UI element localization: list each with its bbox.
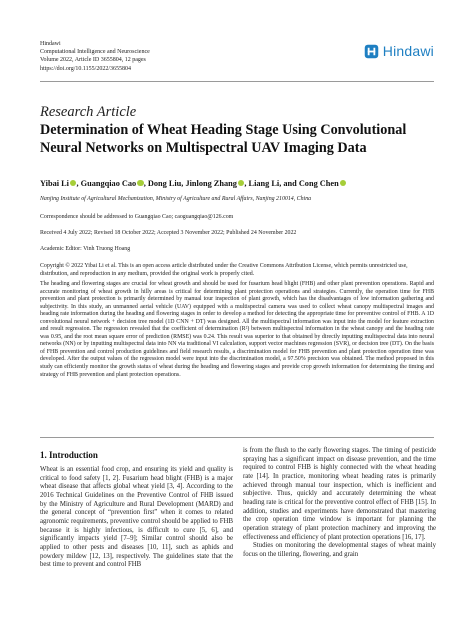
journal-header — [40, 40, 150, 73]
affiliation: Nanjing Institute of Agricultural Mechanization, Ministry of Agriculture and Rural Affairs, Nanjing 210014, China — [40, 196, 312, 202]
volume-info: Volume 2022, Article ID 3655804, 12 pages — [40, 57, 146, 64]
author-name: Yibai Li — [40, 179, 69, 188]
abstract-divider — [40, 437, 434, 438]
paragraph: Studies on monitoring the developmental stages of wheat mainly focus on the tillering, flowering, and grain — [243, 542, 436, 558]
orcid-icon[interactable] — [340, 180, 347, 187]
author-name: Cong Chen — [298, 179, 339, 188]
section-heading: 1. Introduction — [40, 450, 98, 460]
copyright-notice: Copyright © 2022 Yibai Li et al. This is an open access article distributed under the Creative Commons Attribution License, which permits unrestricted use, distribution, and reproduction in any medium, provided the original work is properly cited. — [40, 263, 408, 277]
author-separator: , — [244, 179, 249, 188]
author-list — [40, 179, 346, 188]
paper-title: Determination of Wheat Heading Stage Using Convolutional Neural Networks on Multispectral UAV Imaging Data — [40, 122, 407, 156]
article-type: Research Article — [40, 104, 137, 120]
hindawi-logo — [364, 43, 434, 59]
body-column-right — [243, 447, 436, 560]
header-divider — [40, 81, 434, 82]
author-name: Liang Li — [248, 179, 280, 188]
body-column-left — [40, 466, 233, 570]
academic-editor: Academic Editor: Vinh Truong Hoang — [40, 246, 131, 252]
correspondence: Correspondence should be addressed to Guangqiao Cao; caoguangqiao@126.com — [40, 214, 234, 220]
author-separator: , and — [279, 179, 299, 188]
hindawi-logo-icon — [364, 44, 379, 59]
publication-dates: Received 4 July 2022; Revised 18 October 2022; Accepted 3 November 2022; Published 24 November 2022 — [40, 230, 297, 236]
paragraph: is from the flush to the early flowering stages. The timing of pesticide spraying has a significant impact on disease prevention, and the time required to control FHB is highly connected with the wheat heading rate [14]. In practice, monitoring wheat heading rates is primarily achieved through manual tour inspection, which is inefficient and subjective. Thus, quickly and accurately determining the wheat heading rate is critical for the preventive control effect of FHB [15]. In addition, studies and experiments have demonstrated that mastering the crop operation time window is important for planning the operation strategy of plant protection machinery and improving the effectiveness and efficiency of plant protection operations [16, 17]. — [243, 447, 436, 541]
author-separator: , — [143, 179, 148, 188]
author-name: Dong Liu — [147, 179, 182, 188]
paragraph: Wheat is an essential food crop, and ensuring its yield and quality is critical to food safety [1, 2]. Fusarium head blight (FHB) is a major wheat disease that affects global wheat yield [3, 4]. According to the 2016 Technical Guidelines on the Preventive Control of FHB issued by the Ministry of Agriculture and Rural Development (MARD) and the general concept of “prevention first” when it comes to related agronomic requirements, preventive control should be applied to FHB because it is highly infectious, is difficult to cure [5, 6], and significantly impacts yield [7–9]; Similar control should also be applied to other pests and diseases [10, 11], such as aphids and powdery mildew [12, 13], respectively. The guidelines state that the best time to prevent and control FHB — [40, 466, 233, 569]
author-separator: , — [181, 179, 186, 188]
journal-name: Computational Intelligence and Neuroscience — [40, 49, 150, 56]
logo-text: Hindawi — [382, 43, 434, 59]
abstract: The heading and flowering stages are crucial for wheat growth and should be used for fusarium head blight (FHB) and other plant prevention operations. Rapid and accurate monitoring of wheat growth in hilly areas is critical for determining plant protection operations and strategies. Currently, the operation time for FHB prevention and plant protection is primarily determined by manual tour inspection of plant growth, which has the disadvantages of low information gathering and subjectivity. In this study, an unmanned aerial vehicle (UAV) equipped with a multispectral camera was used to collect wheat canopy multispectral images and heading rate information during the heading and flowering stages in order to develop a method for detecting the appropriate time for preventive control of FHB. A 1D convolutional neural network + decision tree model (1D CNN + DT) was designed. All the multispectral information was input into the model for feature extraction and result regression. The regression revealed that the coefficient of determination (R²) between multispectral information in the wheat canopy and the heading rate was 0.95, and the root mean square error of prediction (RMSE) was 0.24. This result was superior to that obtained by directly inputting multispectral data into neural networks (NN) or by inputting multispectral data into NN via traditional VI calculation, support vector machines regression (SVR), or decision tree (DT). On the basis of FHB prevention and control production guidelines and field research results, a discrimination model for FHB prevention and plant protection operation time was developed. After the output values of the regression model were input into the discrimination model, a 97.50% precision was obtained. The method proposed in this study can efficiently monitor the growth status of wheat during the heading and flowering stages and provide crop growth information for determining the timing and strategy of FHB prevention and plant protection operations. — [40, 281, 434, 378]
author-separator: , — [76, 179, 81, 188]
doi-link[interactable]: https://doi.org/10.1155/2022/3655804 — [40, 65, 132, 72]
author-name: Guangqiao Cao — [80, 179, 137, 188]
author-name: Jinlong Zhang — [185, 179, 237, 188]
publisher-name: Hindawi — [40, 41, 61, 47]
